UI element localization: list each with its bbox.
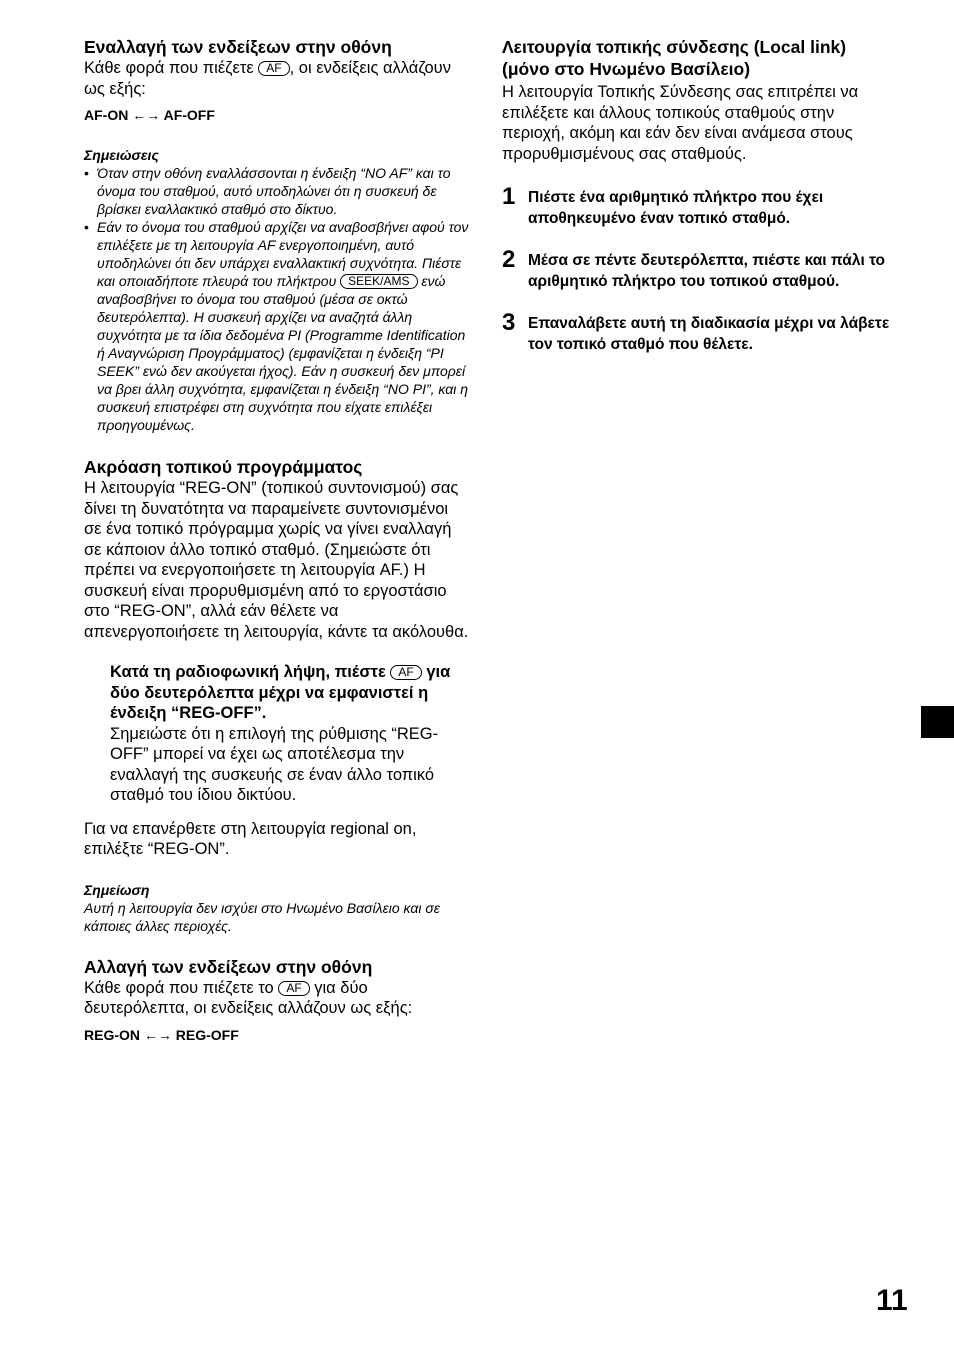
section-heading: Λειτουργία τοπικής σύνδεσης (Local link) (μόνο στο Ηνωμένο Βασίλειο) bbox=[502, 37, 847, 79]
section-display-af bbox=[84, 36, 469, 124]
step-number: 3 bbox=[502, 309, 516, 336]
notes-title: Σημειώσεις bbox=[84, 147, 159, 163]
note-item: • Όταν στην οθόνη εναλλάσσονται η ένδειξη “NO AF” και το όνομα του σταθμού, αυτό υποδηλώνει ότι η συσκευή δε βρίσκει εναλλακτικό σταθμό στο δίκτυο. bbox=[84, 164, 469, 218]
step-item bbox=[502, 309, 892, 355]
display-sequence: REG-ON ←→ REG-OFF bbox=[84, 1026, 239, 1043]
step-text: Επαναλάβετε αυτή τη διαδικασία μέχρι να λάβετε τον τοπικό σταθμό που θέλετε. bbox=[528, 315, 890, 353]
instruction bbox=[110, 662, 469, 806]
section-heading: Εναλλαγή των ενδείξεων στην οθόνη bbox=[84, 37, 392, 57]
section-heading: Ακρόαση τοπικού προγράμματος bbox=[84, 457, 363, 477]
double-arrow-icon: ←→ bbox=[143, 1026, 172, 1043]
instruction-note: Σημειώστε ότι η επιλογή της ρύθμισης “REG-OFF” μπορεί να έχει ως αποτέλεσμα την εναλλαγή της συσκευής σε έναν άλλο τοπικό σταθμό του ίδιου δικτύου. bbox=[110, 724, 439, 804]
double-arrow-icon: ←→ bbox=[132, 107, 161, 123]
step-item bbox=[502, 246, 892, 292]
section-regional bbox=[84, 456, 469, 860]
step-item bbox=[502, 183, 892, 229]
section-display-reg bbox=[84, 956, 469, 1044]
step-text: Μέσα σε πέντε δευτερόλεπτα, πιέστε και πάλι το αριθμητικό πλήκτρο του τοπικού σταθμού. bbox=[528, 252, 886, 290]
steps-list bbox=[502, 183, 892, 355]
restore-text: Για να επανέρθετε στη λειτουργία regional on, επιλέξτε “REG-ON”. bbox=[84, 819, 417, 858]
section-body: Η λειτουργία Τοπικής Σύνδεσης σας επιτρέπει να επιλέξετε και άλλους τοπικούς σταθμούς στην περιοχή, ακόμη και εάν δεν είναι ανάμεσα στους προρυθμισμένους σας σταθμούς. bbox=[502, 83, 859, 163]
page-number: 11 bbox=[876, 1284, 908, 1317]
section-body: Κάθε φορά που πιέζετε το AF για δύο δευτερόλεπτα, οι ενδείξεις αλλάζουν ως εξής: bbox=[84, 978, 413, 1017]
note-regional bbox=[84, 881, 469, 935]
af-button-icon: AF bbox=[258, 61, 289, 76]
section-heading: Αλλαγή των ενδείξεων στην οθόνη bbox=[84, 956, 373, 977]
step-number: 1 bbox=[502, 183, 516, 210]
af-button-icon: AF bbox=[278, 981, 309, 996]
instruction-text: Κατά τη ραδιοφωνική λήψη, πιέστε AF για δύο δευτερόλεπτα μέχρι να εμφανιστεί η ένδειξη “REG-OFF”. bbox=[110, 663, 451, 722]
section-tab-marker bbox=[921, 706, 954, 738]
display-sequence: AF-ON ←→ AF-OFF bbox=[84, 107, 215, 123]
notes-af bbox=[84, 146, 469, 434]
notes-title: Σημείωση bbox=[84, 881, 150, 898]
seek-ams-button-icon: SEEK/AMS bbox=[340, 274, 417, 289]
note-text: Αυτή η λειτουργία δεν ισχύει στο Ηνωμένο Βασίλειο και σε κάποιες άλλες περιοχές. bbox=[84, 899, 440, 934]
left-column bbox=[84, 36, 469, 1044]
note-item: • Εάν το όνομα του σταθμού αρχίζει να αναβοσβήνει αφού τον επιλέξετε με τη λειτουργία AF ενεργοποιημένη, αυτό υποδηλώνει ότι δεν υπάρχει εναλλακτική συχνότητα. Πιέστε και οποιαδήποτε πλευρά του πλήκτρου SEEK/AMS ενώ αναβοσβήνει το όνομα του σταθμού (μέσα σε οκτώ δευτερόλεπτα). Η συσκευή αρχίζει να αναζητά άλλη συχνότητα με τα ίδια δεδομένα PI (Programme Identification ή Αναγνώριση Προγράμματος) (εμφανίζεται η ένδειξη “PI SEEK” ενώ δεν ακούγεται ήχος). Εάν η συσκευή δεν μπορεί να βρει άλλη συχνότητα, εμφανίζεται η ένδειξη “NO PI”, και η συσκευή επιστρέφει στη συχνότητα που είχατε επιλέξει προηγουμένως. bbox=[84, 218, 469, 434]
right-column bbox=[502, 36, 892, 377]
step-number: 2 bbox=[502, 246, 516, 273]
notes-list bbox=[84, 164, 469, 434]
step-text: Πιέστε ένα αριθμητικό πλήκτρο που έχει αποθηκευμένο έναν τοπικό σταθμό. bbox=[528, 189, 824, 227]
af-button-icon: AF bbox=[390, 665, 421, 680]
section-body: Κάθε φορά που πιέζετε AF , οι ενδείξεις αλλάζουν ως εξής: bbox=[84, 59, 451, 98]
section-body: Η λειτουργία “REG-ON” (τοπικού συντονισμού) σας δίνει τη δυνατότητα να παραμείνετε συντονισμένοι σε ένα τοπικό πρόγραμμα χωρίς να γίνει εναλλαγή σε κάποιον άλλο τοπικό σταθμό. (Σημειώστε ότι πρέπει να ενεργοποιήσετε τη λειτουργία AF.) Η συσκευή είναι προρυθμισμένη από το εργοστάσιο στο “REG-ON”, αλλά εάν θέλετε να απενεργοποιήσετε τη λειτουργία, κάντε τα ακόλουθα. bbox=[84, 479, 469, 641]
